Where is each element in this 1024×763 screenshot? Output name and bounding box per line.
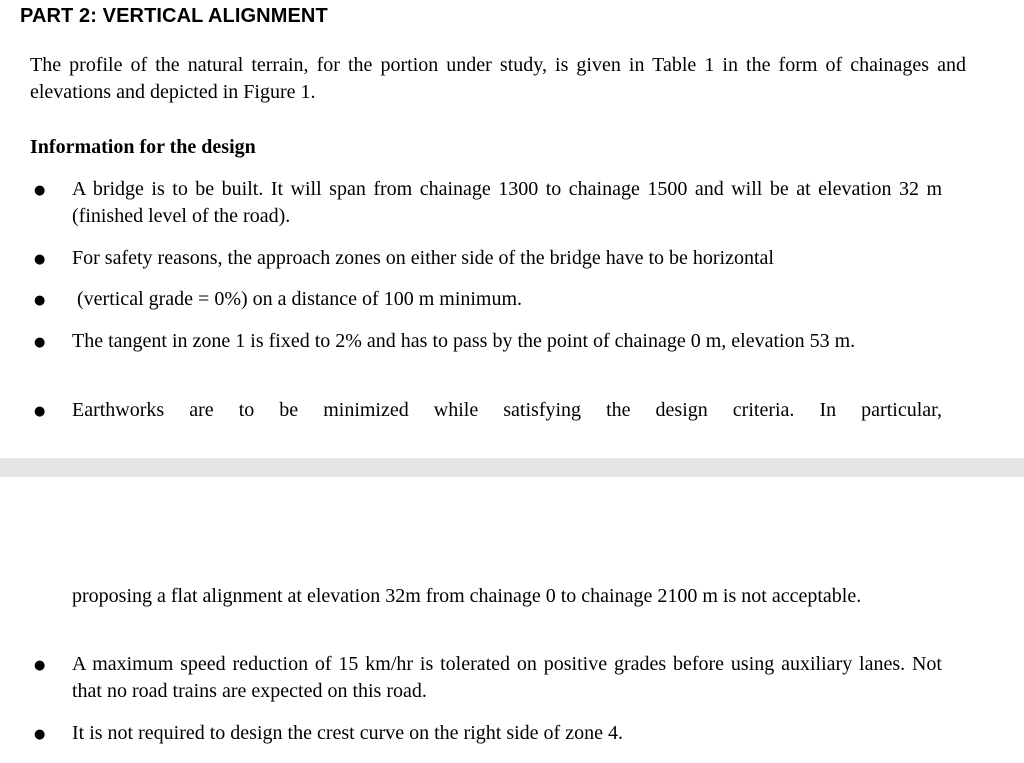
bullet-icon: ● [34, 727, 46, 742]
bullet-icon: ● [34, 658, 46, 673]
bullet-item-vertical-grade: (vertical grade = 0%) on a distance of 100 m minimum. [72, 288, 523, 310]
earthworks-continuation: proposing a flat alignment at elevation 32m from chainage 0 to chainage 2100 m is not acceptable. [72, 585, 862, 607]
bullet-icon: ● [34, 404, 46, 419]
bullet-item-bridge: A bridge is to be built. It will span from chainage 1300 to chainage 1500 and will be at elevation 32 m (finished level of the road). [72, 178, 942, 227]
section-heading: PART 2: VERTICAL ALIGNMENT [20, 5, 328, 27]
bullet-item-earthworks: Earthworks are to be minimized while satisfying the design criteria. In particular, [72, 399, 942, 421]
bullet-icon: ● [34, 183, 46, 198]
bullet-item-crest-curve: It is not required to design the crest curve on the right side of zone 4. [72, 722, 623, 744]
bullet-item-approach-zones: For safety reasons, the approach zones on either side of the bridge have to be horizontal [72, 247, 774, 269]
bullet-item-tangent-zone-1: The tangent in zone 1 is fixed to 2% and has to pass by the point of chainage 0 m, elevation 53 m. [72, 330, 856, 352]
bullet-icon: ● [34, 335, 46, 350]
bullet-icon: ● [34, 293, 46, 308]
design-info-heading: Information for the design [30, 136, 256, 158]
bullet-item-speed-reduction: A maximum speed reduction of 15 km/hr is tolerated on positive grades before using auxiliary lanes. Not that no road trains are expected on this road. [72, 653, 942, 702]
bullet-icon: ● [34, 252, 46, 267]
intro-paragraph: The profile of the natural terrain, for the portion under study, is given in Table 1 in the form of chainages and elevations and depicted in Figure 1. [30, 54, 966, 103]
page-separator [0, 458, 1024, 477]
